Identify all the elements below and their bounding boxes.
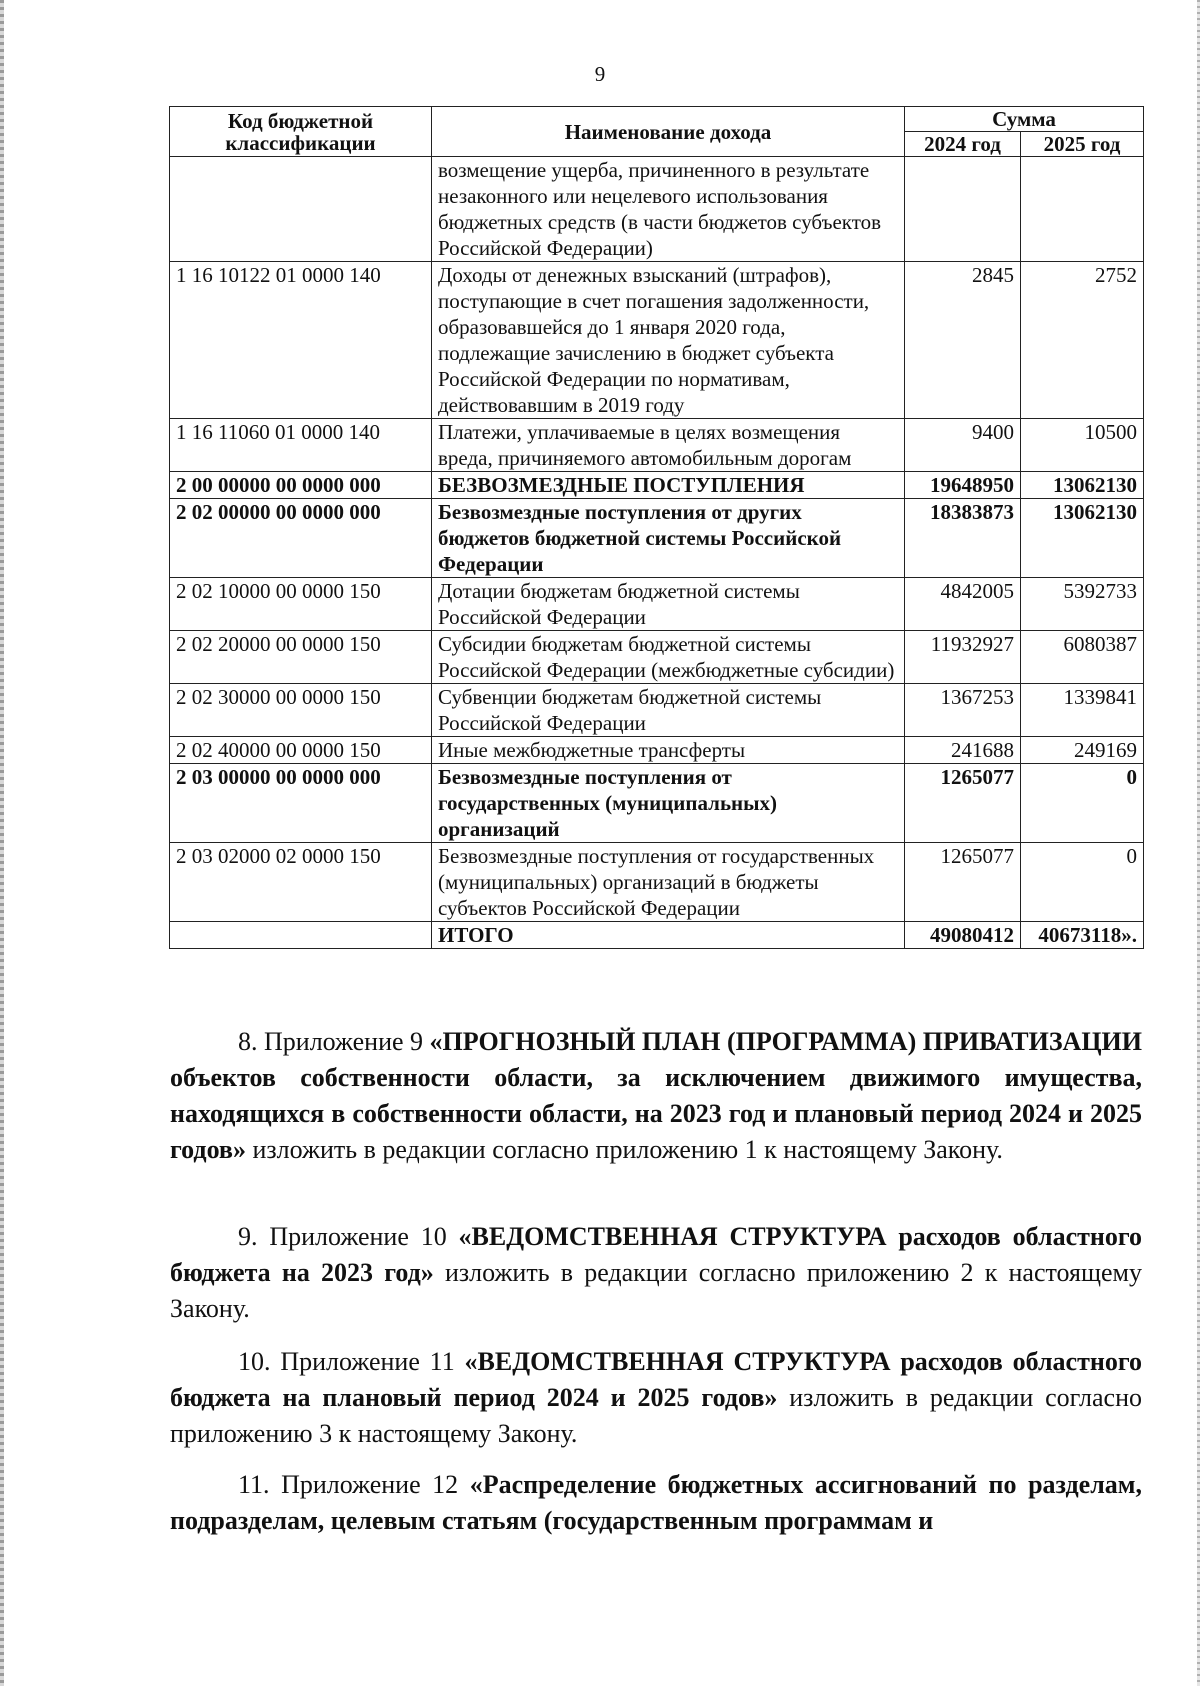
header-year-2024: 2024 год	[905, 132, 1021, 157]
table-row	[170, 499, 1144, 578]
cell-code: 2 02 10000 00 0000 150	[170, 578, 432, 631]
header-code: Код бюджетной классификации	[170, 107, 432, 157]
paragraph-bold: «ВЕДОМСТВЕННАЯ СТРУКТУРА расходов областного бюджета на 2023 год»	[170, 1222, 1143, 1287]
cell-code: 1 16 10122 01 0000 140	[170, 262, 432, 419]
cell-code: 2 02 30000 00 0000 150	[170, 684, 432, 737]
cell-code: 2 03 02000 02 0000 150	[170, 843, 432, 922]
paragraph-bold: «ВЕДОМСТВЕННАЯ СТРУКТУРА расходов областного бюджета на плановый период 2024 и 2025 годов»	[170, 1347, 1142, 1412]
paragraph-lead: Приложение 11	[280, 1347, 455, 1376]
header-year-2025: 2025 год	[1021, 132, 1144, 157]
header-sum: Сумма	[905, 107, 1144, 132]
cell-2024: 49080412	[905, 922, 1021, 949]
table-row	[170, 684, 1144, 737]
cell-code: 2 02 40000 00 0000 150	[170, 737, 432, 764]
cell-2025: 5392733	[1021, 578, 1144, 631]
cell-2025	[1021, 157, 1144, 262]
paragraph-number: 11.	[238, 1470, 270, 1499]
cell-name: ИТОГО	[432, 922, 905, 949]
table-row	[170, 764, 1144, 843]
cell-2025: 13062130	[1021, 472, 1144, 499]
paragraph-lead: Приложение 12	[281, 1470, 459, 1499]
table-row	[170, 578, 1144, 631]
paragraph-number: 8.	[238, 1027, 258, 1056]
paragraph-tail: изложить в редакции согласно приложению 1 к настоящему Закону.	[252, 1135, 1003, 1164]
cell-2025: 0	[1021, 843, 1144, 922]
table-row	[170, 737, 1144, 764]
paragraph-number: 9.	[238, 1222, 258, 1251]
paragraph-lead: Приложение 9	[264, 1027, 424, 1056]
cell-name: Субвенции бюджетам бюджетной системы Российской Федерации	[432, 684, 905, 737]
page-number: 9	[594, 62, 606, 86]
cell-2024	[905, 157, 1021, 262]
cell-name: Субсидии бюджетам бюджетной системы Российской Федерации (межбюджетные субсидии)	[432, 631, 905, 684]
table-row	[170, 419, 1144, 472]
paragraph-bold: «ПРОГНОЗНЫЙ ПЛАН (ПРОГРАММА) ПРИВАТИЗАЦИИ объектов собственности области, за исключением движимого имущества, находящихся в собственности области, на 2023 год и плановый период 2024 и 2025 годов»	[170, 1027, 1142, 1164]
cell-2024: 1265077	[905, 764, 1021, 843]
cell-2024: 241688	[905, 737, 1021, 764]
table-row	[170, 631, 1144, 684]
paragraph-10	[170, 1344, 1142, 1452]
cell-2024: 9400	[905, 419, 1021, 472]
cell-name: Дотации бюджетам бюджетной системы Российской Федерации	[432, 578, 905, 631]
cell-2025: 0	[1021, 764, 1144, 843]
paragraph-9	[170, 1219, 1142, 1327]
table-row	[170, 472, 1144, 499]
cell-name: Платежи, уплачиваемые в целях возмещения вреда, причиняемого автомобильным дорогам	[432, 419, 905, 472]
cell-code	[170, 922, 432, 949]
paragraph-lead: Приложение 10	[269, 1222, 447, 1251]
cell-code: 2 00 00000 00 0000 000	[170, 472, 432, 499]
cell-name: БЕЗВОЗМЕЗДНЫЕ ПОСТУПЛЕНИЯ	[432, 472, 905, 499]
cell-code: 2 02 20000 00 0000 150	[170, 631, 432, 684]
cell-2024: 1265077	[905, 843, 1021, 922]
table-row-total	[170, 922, 1144, 949]
scan-edge-left	[0, 0, 4, 1686]
cell-2025: 13062130	[1021, 499, 1144, 578]
cell-2024: 4842005	[905, 578, 1021, 631]
revenue-table	[169, 106, 1144, 949]
cell-code	[170, 157, 432, 262]
cell-name: Безвозмездные поступления от других бюджетов бюджетной системы Российской Федерации	[432, 499, 905, 578]
cell-2025: 10500	[1021, 419, 1144, 472]
cell-2024: 2845	[905, 262, 1021, 419]
cell-name: Иные межбюджетные трансферты	[432, 737, 905, 764]
paragraph-tail: изложить в редакции согласно приложению 2 к настоящему Закону.	[170, 1258, 1142, 1323]
paragraph-number: 10.	[238, 1347, 271, 1376]
table-row	[170, 843, 1144, 922]
table-row	[170, 157, 1144, 262]
cell-code: 1 16 11060 01 0000 140	[170, 419, 432, 472]
cell-2025: 249169	[1021, 737, 1144, 764]
cell-name: возмещение ущерба, причиненного в результате незаконного или нецелевого использования бюджетных средств (в части бюджетов субъектов Российской Федерации)	[432, 157, 905, 262]
paragraph-bold: «Распределение бюджетных ассигнований по разделам, подразделам, целевым статьям (государственным программам и	[170, 1470, 1143, 1535]
cell-2024: 19648950	[905, 472, 1021, 499]
header-name: Наименование дохода	[432, 107, 905, 157]
paragraph-8	[170, 1024, 1142, 1168]
paragraph-11	[170, 1467, 1142, 1539]
cell-code: 2 03 00000 00 0000 000	[170, 764, 432, 843]
cell-name: Безвозмездные поступления от государственных (муниципальных) организаций	[432, 764, 905, 843]
cell-2025: 2752	[1021, 262, 1144, 419]
cell-2025: 6080387	[1021, 631, 1144, 684]
cell-code: 2 02 00000 00 0000 000	[170, 499, 432, 578]
table-row	[170, 262, 1144, 419]
paragraph-tail: изложить в редакции согласно приложению 3 к настоящему Закону.	[170, 1383, 1142, 1448]
cell-2024: 18383873	[905, 499, 1021, 578]
cell-name: Безвозмездные поступления от государственных (муниципальных) организаций в бюджеты субъектов Российской Федерации	[432, 843, 905, 922]
cell-2024: 11932927	[905, 631, 1021, 684]
cell-2024: 1367253	[905, 684, 1021, 737]
cell-2025: 40673118».	[1021, 922, 1144, 949]
cell-name: Доходы от денежных взысканий (штрафов), поступающие в счет погашения задолженности, образовавшейся до 1 января 2020 года, подлежащие зачислению в бюджет субъекта Российской Федерации по нормативам, действовавшим в 2019 году	[432, 262, 905, 419]
cell-2025: 1339841	[1021, 684, 1144, 737]
